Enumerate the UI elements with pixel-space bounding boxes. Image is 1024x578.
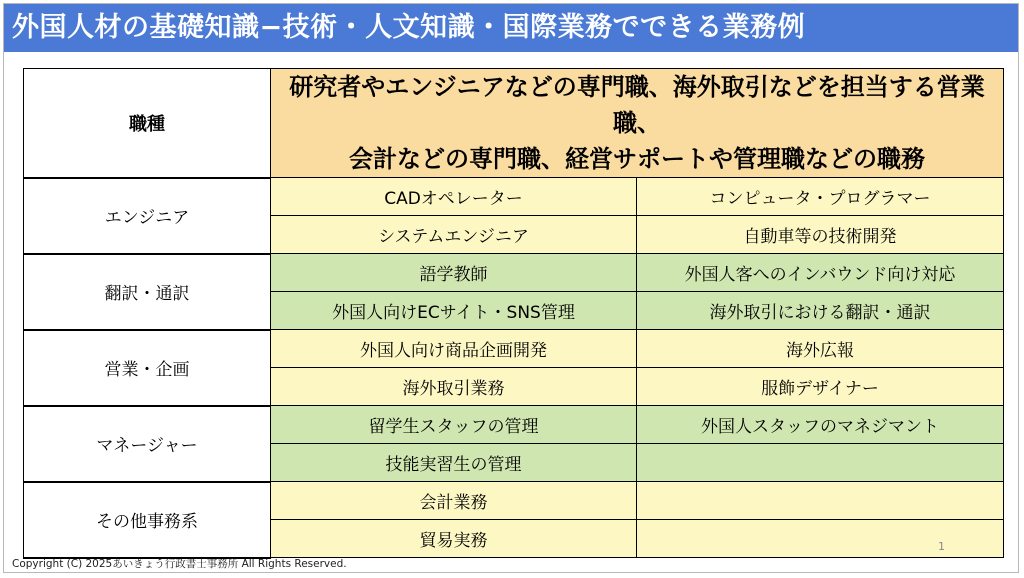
category-sales-planning: 営業・企画: [24, 330, 271, 406]
table-row: [24, 482, 1004, 520]
category-engineer: エンジニア: [24, 178, 271, 254]
table-cell: 会計業務: [271, 482, 637, 520]
table-cell: 外国人スタッフのマネジマント: [637, 406, 1004, 444]
copyright-notice: Copyright (C) 2025あいきょう行政書士事務所 All Rights Reserved.: [12, 558, 347, 570]
table-cell: 外国人向けECサイト・SNS管理: [271, 292, 637, 330]
category-manager: マネージャー: [24, 406, 271, 482]
table-cell: CADオペレーター: [271, 178, 637, 216]
job-examples-table-wrap: [23, 68, 1003, 559]
table-row: [24, 330, 1004, 368]
category-translation: 翻訳・通訳: [24, 254, 271, 330]
header-description-line1: 研究者やエンジニアなどの専門職、海外取引などを担当する営業職、: [289, 73, 985, 137]
header-description-line2: 会計などの専門職、経営サポートや管理職などの職務: [349, 145, 925, 173]
slide-title: 外国人材の基礎知識−技術・人文知識・国際業務でできる業務例: [4, 4, 1018, 52]
category-other-office: その他事務系: [24, 482, 271, 558]
table-cell: 海外広報: [637, 330, 1004, 368]
page-number: 1: [938, 540, 945, 553]
table-row: [24, 406, 1004, 444]
job-examples-table: [23, 68, 1004, 559]
table-cell: 外国人客へのインバウンド向け対応: [637, 254, 1004, 292]
table-cell: 貿易実務: [271, 520, 637, 558]
table-cell: 留学生スタッフの管理: [271, 406, 637, 444]
table-row: [24, 178, 1004, 216]
table-header-row: [24, 69, 1004, 178]
table-cell: 海外取引における翻訳・通訳: [637, 292, 1004, 330]
table-cell: 語学教師: [271, 254, 637, 292]
table-row: [24, 254, 1004, 292]
table-cell: 外国人向け商品企画開発: [271, 330, 637, 368]
header-job-type: 職種: [24, 69, 271, 178]
table-cell: 技能実習生の管理: [271, 444, 637, 482]
table-cell: コンピュータ・プログラマー: [637, 178, 1004, 216]
table-cell: [637, 444, 1004, 482]
table-cell: システムエンジニア: [271, 216, 637, 254]
table-cell: [637, 520, 1004, 558]
table-cell: 海外取引業務: [271, 368, 637, 406]
table-cell: 服飾デザイナー: [637, 368, 1004, 406]
table-cell: 自動車等の技術開発: [637, 216, 1004, 254]
table-cell: [637, 482, 1004, 520]
header-description: [271, 69, 1004, 178]
